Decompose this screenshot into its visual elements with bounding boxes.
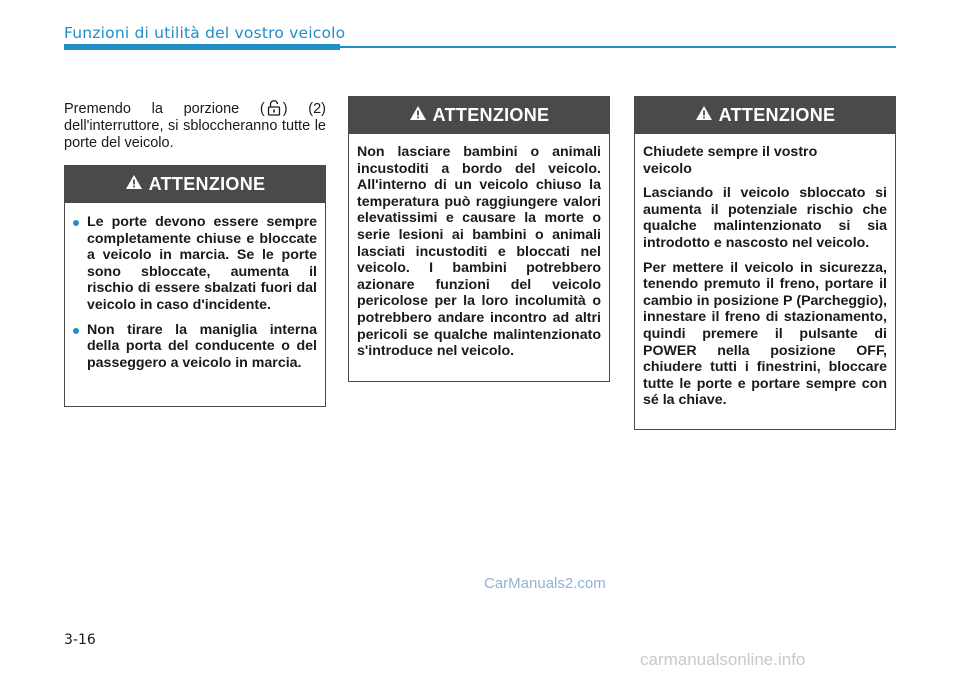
warning-triangle-icon (125, 174, 149, 195)
warning-heading: ATTENZIONE (432, 105, 550, 125)
warning-box-middle (348, 96, 610, 382)
warning-subtitle: Chiudete sempre il vostro veicolo (643, 144, 818, 177)
warning-header (635, 97, 895, 134)
bullet-dot (73, 220, 79, 226)
warning-header (65, 166, 325, 203)
warning-body (65, 203, 325, 391)
warning-triangle-icon (695, 105, 719, 126)
bullet-text: Non tirare la maniglia interna della porta del conducente o del passeggero a veicolo in marcia. (87, 321, 317, 371)
intro-text-before: Premendo la porzione ( (64, 101, 265, 117)
page-number: 3-16 (64, 632, 96, 648)
list-item (73, 322, 317, 372)
bullet-text: Le porte devono essere sempre completamente chiuse e bloccate a veicolo in marcia. Se le porte sono sbloccate, aumenta il rischio di essere sbalzati fuori dal veicolo in caso d'incidente. (87, 214, 317, 313)
header-rule-accent (64, 44, 340, 50)
unlock-icon (267, 100, 281, 116)
warning-paragraph: Per mettere il veicolo in sicurezza, tenendo premuto il freno, portare il cambio in posizione P (Parcheggio), innestare il freno di stazionamento, quindi premere il pulsante di POWER nella posizione OFF, chiudere tutti i finestrini, bloccare tutte le porte e portare sempre con sé la chiave. (643, 259, 887, 409)
warning-triangle-icon (409, 105, 433, 126)
warning-box-right (634, 96, 896, 430)
warning-paragraph: Lasciando il veicolo sbloccato si aumenta il potenziale rischio che qualche malintenzionato si sia introdotto e nascosto nel veicolo. (643, 185, 887, 251)
page-header-title: Funzioni di utilità del vostro veicolo (64, 24, 346, 42)
warning-body (635, 134, 895, 421)
intro-text-after: ) (2) dell'interruttore, si sbloccheranno tutte le porte del veicolo. (64, 101, 326, 151)
watermark-text: CarManuals2.com (484, 575, 606, 592)
warning-heading: ATTENZIONE (718, 105, 836, 125)
warning-header (349, 97, 609, 134)
list-item (73, 214, 317, 314)
warning-heading: ATTENZIONE (148, 174, 266, 194)
warning-bullet-list (73, 214, 317, 371)
warning-box-left (64, 165, 326, 407)
watermark-text: carmanualsonline.info (640, 650, 806, 669)
intro-paragraph (64, 100, 326, 152)
warning-body: Non lasciare bambini o animali incustoditi a bordo del veicolo. All'interno di un veicolo chiuso la temperatura può raggiungere valori elevatissimi e causare la morte o serie lesioni ai bambini o animali lasciati incustoditi e bloccati nel veicolo. I bambini potrebbero azionare funzioni del veicolo pericolose per la loro incolumità o potrebbero andare incontro ad altri pericoli se qualche malintenzionato s'introduce nel veicolo. (357, 144, 601, 360)
bullet-dot (73, 328, 79, 334)
